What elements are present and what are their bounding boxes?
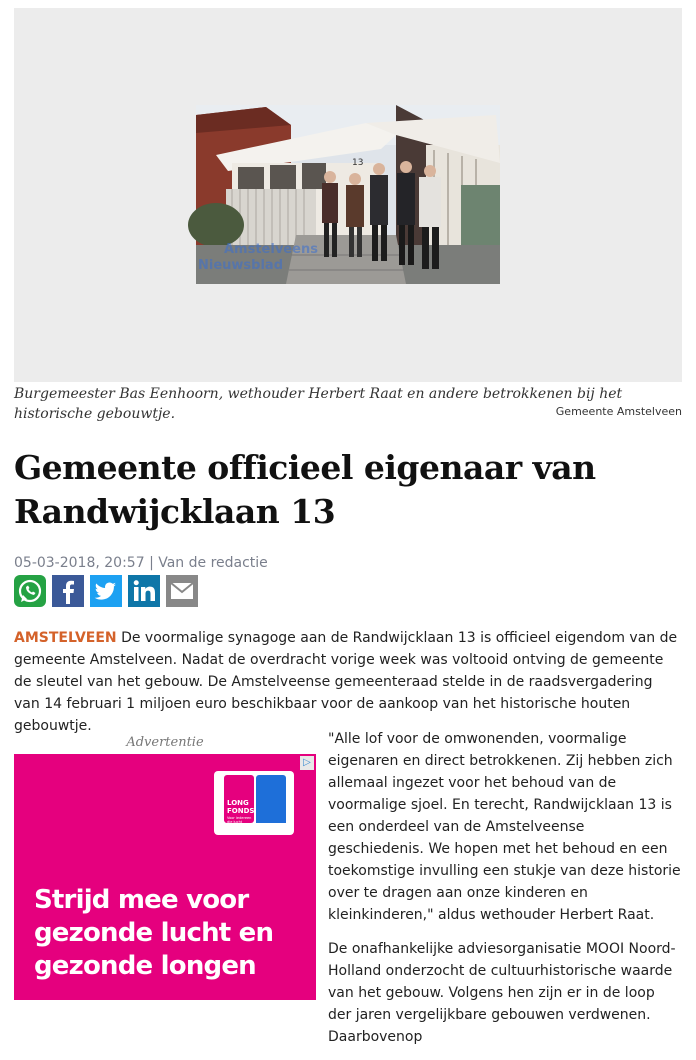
email-share-button[interactable]	[166, 575, 198, 607]
article-paragraph: De onafhankelijke adviesorganisatie MOOI Noord-Holland onderzocht de cultuurhistorische waarde van het gebouw. Volgens hen zijn er in de loop der jaren vergelijkbare gebouwen verdwenen. Daarbovenop	[328, 941, 676, 1045]
longfonds-logo-icon	[214, 771, 294, 835]
email-icon	[169, 578, 195, 604]
article-body	[328, 728, 682, 1060]
logo-sub2: die lucht	[227, 820, 243, 824]
longfonds-logo	[214, 771, 294, 835]
article-date: 05-03-2018, 20:57	[14, 555, 145, 571]
article-photo[interactable]	[196, 105, 500, 284]
linkedin-share-button[interactable]	[128, 575, 160, 607]
article-meta	[14, 555, 268, 571]
advertisement-banner[interactable]	[14, 754, 316, 1000]
twitter-icon	[93, 578, 119, 604]
photo-credit: Gemeente Amstelveen	[555, 405, 682, 418]
facebook-icon	[55, 578, 81, 604]
photo-frame	[14, 8, 682, 382]
watermark-line1: Amstelveens	[224, 242, 318, 257]
meta-separator: |	[149, 555, 154, 571]
ad-choices-icon[interactable]: ▷	[300, 756, 314, 770]
watermark-line2: Nieuwsblad	[198, 258, 283, 273]
linkedin-icon	[131, 578, 157, 604]
whatsapp-icon	[17, 578, 43, 604]
logo-line2: FONDS	[227, 807, 255, 815]
article-place: AMSTELVEEN	[14, 630, 117, 646]
whatsapp-share-button[interactable]	[14, 575, 46, 607]
twitter-share-button[interactable]	[90, 575, 122, 607]
house-number: 13	[352, 158, 364, 168]
facebook-share-button[interactable]	[52, 575, 84, 607]
share-bar	[14, 575, 198, 607]
photo-caption: Burgemeester Bas Eenhoorn, wethouder Herbert Raat en andere betrokkenen bij het historische gebouwtje.	[14, 386, 623, 422]
article-author[interactable]: Van de redactie	[158, 555, 268, 571]
logo-sub1: Voor iedereen	[227, 816, 252, 820]
article-headline: Gemeente officieel eigenaar van Randwijcklaan 13	[14, 448, 596, 531]
ad-label: Advertentie	[126, 735, 204, 750]
article-intro	[14, 627, 682, 737]
article-intro-text: De voormalige synagoge aan de Randwijcklaan 13 is officieel eigendom van de gemeente Amstelveen. Nadat de overdracht vorige week was voltooid ontving de gemeente de sleutel van het gebouw. De Amstelveense gemeenteraad stelde in de raadsvergadering van 14 februari 1 miljoen euro beschikbaar voor de aankoop van het historische houten gebouwtje.	[14, 630, 678, 734]
photo-illustration	[196, 105, 500, 284]
article-paragraph: "Alle lof voor de omwonenden, voormalige eigenaren en direct betrokkenen. Zij hebben zich allemaal ingezet voor het behoud van de voormalige sjoel. En terecht, Randwijcklaan 13 is een onderdeel van de Amstelveense geschiedenis. We hopen met het behoud en een toekomstige invulling een stukje van deze historie over te dragen aan onze kinderen en kleinkinderen," aldus wethouder Herbert Raat.	[328, 731, 681, 923]
ad-headline: Strijd mee voor gezonde lucht en gezonde longen	[34, 885, 274, 981]
logo-line1: LONG	[227, 799, 249, 807]
